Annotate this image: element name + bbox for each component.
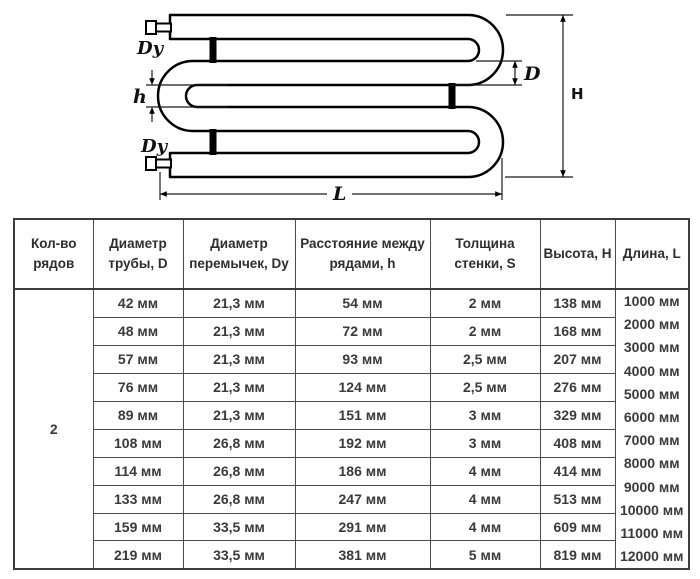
register-spec-table (13, 218, 690, 570)
length-value: 11000 мм (620, 525, 684, 542)
cell-s: 2 мм (430, 317, 540, 345)
cell-d: 57 мм (93, 345, 183, 373)
cell-height: 168 мм (540, 317, 615, 345)
cell-dy: 33,5 мм (183, 513, 295, 541)
length-value: 7000 мм (623, 432, 680, 449)
length-value: 8000 мм (623, 455, 680, 472)
height-dimension (505, 15, 573, 177)
jumper-pipe-middle (449, 83, 456, 109)
cell-height: 609 мм (540, 513, 615, 541)
table-row (14, 541, 689, 569)
jumper-pipe-bottom (210, 129, 217, 155)
table-row (14, 317, 689, 345)
header-rows-count: Кол-во рядов (14, 219, 93, 289)
cell-s: 3 мм (430, 429, 540, 457)
cell-d: 48 мм (93, 317, 183, 345)
cell-s: 2,5 мм (430, 373, 540, 401)
table-header-row (14, 219, 689, 289)
cell-dy: 21,3 мм (183, 345, 295, 373)
cell-s: 2,5 мм (430, 345, 540, 373)
cell-height: 138 мм (540, 289, 615, 317)
height-dimension-label: H (571, 85, 584, 103)
cell-dy: 26,8 мм (183, 429, 295, 457)
cell-height: 513 мм (540, 485, 615, 513)
cell-dy: 21,3 мм (183, 289, 295, 317)
cell-dy: 33,5 мм (183, 541, 295, 569)
length-value: 10000 мм (619, 501, 684, 518)
length-value: 3000 мм (623, 339, 680, 356)
length-value: 6000 мм (623, 409, 680, 426)
cell-h: 72 мм (295, 317, 430, 345)
cell-height: 819 мм (540, 541, 615, 569)
cell-dy: 26,8 мм (183, 485, 295, 513)
rows-count-value: 2 (14, 289, 93, 569)
length-value: 5000 мм (623, 385, 680, 402)
cell-d: 133 мм (93, 485, 183, 513)
header-pipe-diameter: Диаметр трубы, D (93, 219, 183, 289)
cell-d: 76 мм (93, 373, 183, 401)
cell-dy: 21,3 мм (183, 373, 295, 401)
cell-s: 4 мм (430, 513, 540, 541)
cell-height: 207 мм (540, 345, 615, 373)
table-row (14, 289, 689, 317)
header-length: Длина, L (615, 219, 689, 289)
length-value: 9000 мм (623, 478, 680, 495)
dy-top-label: Dy (137, 38, 164, 59)
cell-h: 192 мм (295, 429, 430, 457)
length-dimension-label: L (333, 183, 347, 205)
d-dimension-label: D (524, 63, 541, 85)
outlet-stub (146, 157, 171, 170)
table-row (14, 513, 689, 541)
cell-d: 219 мм (93, 541, 183, 569)
cell-h: 151 мм (295, 401, 430, 429)
header-wall-thickness: Толщина стенки, S (430, 219, 540, 289)
serpentine-register-diagram (0, 0, 700, 214)
length-value: 1000 мм (623, 293, 680, 309)
cell-height: 276 мм (540, 373, 615, 401)
cell-h: 247 мм (295, 485, 430, 513)
cell-s: 3 мм (430, 401, 540, 429)
cell-s: 4 мм (430, 457, 540, 485)
cell-d: 159 мм (93, 513, 183, 541)
cell-h: 186 мм (295, 457, 430, 485)
cell-h: 381 мм (295, 541, 430, 569)
cell-s: 4 мм (430, 485, 540, 513)
cell-s: 2 мм (430, 289, 540, 317)
length-value: 12000 мм (619, 548, 684, 565)
cell-h: 93 мм (295, 345, 430, 373)
cell-d: 114 мм (93, 457, 183, 485)
table-row (14, 345, 689, 373)
cell-h: 54 мм (295, 289, 430, 317)
h-dimension-label: h (133, 86, 147, 108)
cell-h: 124 мм (295, 373, 430, 401)
table-row (14, 485, 689, 513)
header-row-spacing: Расстояние между рядами, h (295, 219, 430, 289)
cell-h: 291 мм (295, 513, 430, 541)
cell-height: 414 мм (540, 457, 615, 485)
dy-bottom-label: Dy (141, 136, 168, 157)
table-row (14, 429, 689, 457)
length-value: 4000 мм (623, 362, 680, 379)
length-value: 2000 мм (623, 316, 680, 333)
jumper-pipe-top (210, 37, 217, 63)
header-height: Высота, H (540, 219, 615, 289)
cell-dy: 21,3 мм (183, 401, 295, 429)
table-row (14, 457, 689, 485)
cell-dy: 26,8 мм (183, 457, 295, 485)
inlet-stub (146, 21, 171, 34)
cell-s: 5 мм (430, 541, 540, 569)
table-row (14, 373, 689, 401)
cell-height: 408 мм (540, 429, 615, 457)
table-row (14, 401, 689, 429)
header-jumper-diameter: Диаметр перемычек, Dy (183, 219, 295, 289)
lengths-cell (615, 289, 689, 569)
cell-d: 89 мм (93, 401, 183, 429)
cell-d: 108 мм (93, 429, 183, 457)
cell-dy: 21,3 мм (183, 317, 295, 345)
cell-height: 329 мм (540, 401, 615, 429)
cell-d: 42 мм (93, 289, 183, 317)
